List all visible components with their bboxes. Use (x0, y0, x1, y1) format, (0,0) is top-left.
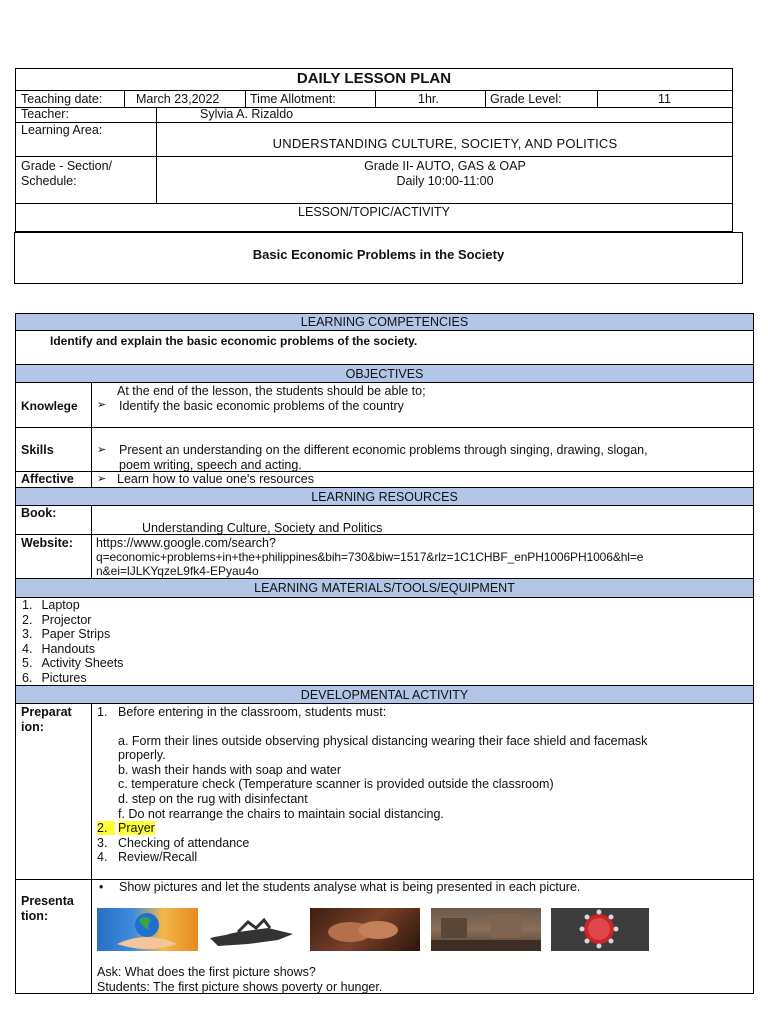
materials-list (22, 598, 322, 686)
affective-text: Learn how to value one's resources (117, 472, 314, 486)
teacher-value: Sylvia A. Rizaldo (200, 107, 294, 121)
divider (124, 90, 125, 107)
schedule-label: Schedule: (21, 174, 77, 188)
step-3: Checking of attendance (118, 836, 250, 850)
list-item: 2. Projector (22, 612, 92, 627)
teaching-date-label: Teaching date: (21, 92, 103, 106)
time-allotment-label: Time Allotment: (250, 92, 336, 106)
page-title: DAILY LESSON PLAN (296, 70, 452, 87)
divider (15, 122, 733, 123)
slum-picture (431, 908, 541, 951)
divider (15, 156, 733, 157)
book-label: Book: (21, 506, 57, 520)
poverty-hand-earth-picture (97, 908, 198, 951)
skills-label: Skills (21, 443, 54, 457)
divider (597, 90, 598, 107)
objectives-intro: At the end of the lesson, the students should be able to; (117, 384, 426, 398)
time-allotment-value: 1hr. (418, 92, 439, 106)
divider (375, 90, 376, 107)
crocodile-picture (208, 908, 295, 951)
learning-area-label: Learning Area: (21, 123, 103, 137)
step-number: 4. (97, 850, 108, 864)
step-2-prayer: Prayer (118, 821, 155, 835)
step-number: 3. (97, 836, 108, 850)
grade-section-value: Grade II- AUTO, GAS & OAP (364, 159, 526, 173)
skills-text-line1: Present an understanding on the different economic problems through singing, drawing, slogan, (119, 443, 648, 457)
divider (15, 107, 733, 108)
skills-text-line2: poem writing, speech and acting. (119, 458, 302, 472)
presentation-text: Show pictures and let the students analyse what is being presented in each picture. (119, 880, 581, 894)
rule-b: b. wash their hands with soap and water (118, 763, 342, 777)
competency-text: Identify and explain the basic economic problems of the society. (50, 334, 418, 348)
grade-level-value: 11 (658, 92, 671, 106)
list-item: 4. Handouts (22, 641, 95, 656)
ask-question: Ask: What does the first picture shows? (97, 965, 316, 979)
bullet-arrow: ➢ (97, 444, 107, 456)
presentation-label-cont: tion: (21, 909, 49, 923)
virus-picture (551, 908, 649, 951)
objectives-header: OBJECTIVES (16, 364, 753, 383)
rule-a-line1: a. Form their lines outside observing physical distancing wearing their face shield and facemask (118, 734, 648, 748)
website-url-line2: q=economic+problems+in+the+philippines&bih=730&biw=1517&rlz=1C1CHBF_enPH1006PH1006&hl=e (96, 550, 644, 564)
lesson-topic-label: LESSON/TOPIC/ACTIVITY (298, 205, 450, 219)
rule-c: c. temperature check (Temperature scanner is provided outside the classroom) (118, 777, 554, 791)
affective-label: Affective (21, 472, 74, 486)
developmental-activity-header: DEVELOPMENTAL ACTIVITY (16, 685, 753, 704)
student-answer: Students: The first picture shows poverty or hunger. (97, 980, 383, 994)
learning-area-value: UNDERSTANDING CULTURE, SOCIETY, AND POLITICS (272, 136, 618, 151)
teacher-label: Teacher: (21, 107, 69, 121)
grade-section-label: Grade - Section/ (21, 159, 113, 173)
rule-d: d. step on the rug with disinfectant (118, 792, 308, 806)
divider (91, 704, 92, 994)
divider (16, 427, 753, 428)
list-item: 6. Pictures (22, 670, 87, 685)
step-number: 2. (97, 821, 115, 835)
bullet: • (99, 880, 104, 894)
knowledge-text: Identify the basic economic problems of the country (119, 399, 404, 413)
website-url-line3: n&ei=lJLKYqzeL9fk4-EPyau4o (96, 564, 259, 578)
topic-title: Basic Economic Problems in the Society (252, 247, 505, 262)
bullet-arrow: ➢ (97, 399, 107, 411)
rule-f: f. Do not rearrange the chairs to maintain social distancing. (118, 807, 444, 821)
rule-a-line2: properly. (118, 748, 166, 762)
step-4: Review/Recall (118, 850, 198, 864)
preparation-label: Preparat (21, 705, 72, 719)
divider (485, 90, 486, 107)
divider (16, 534, 753, 535)
learning-materials-header: LEARNING MATERIALS/TOOLS/EQUIPMENT (16, 578, 753, 598)
hands-picture (310, 908, 420, 951)
teaching-date-value: March 23,2022 (136, 92, 220, 106)
website-label: Website: (21, 536, 73, 550)
list-item: 5. Activity Sheets (22, 656, 124, 670)
divider (91, 506, 92, 578)
learning-resources-header: LEARNING RESOURCES (16, 487, 753, 506)
step-1: Before entering in the classroom, students must: (118, 705, 387, 719)
divider (245, 90, 246, 107)
website-url-line1: https://www.google.com/search? (96, 536, 276, 550)
divider (15, 90, 733, 91)
divider (156, 107, 157, 203)
bullet-arrow: ➢ (97, 473, 107, 485)
list-item: 3. Paper Strips (22, 627, 111, 641)
book-title: Understanding Culture, Society and Politics (142, 521, 383, 535)
presentation-label: Presenta (21, 894, 74, 908)
grade-level-label: Grade Level: (490, 92, 562, 106)
schedule-value: Daily 10:00-11:00 (396, 174, 494, 188)
knowledge-label: Knowlege (21, 399, 78, 413)
preparation-label-cont: ion: (21, 720, 44, 734)
learning-competencies-header: LEARNING COMPETENCIES (16, 314, 753, 331)
list-item: 1. Laptop (22, 598, 80, 612)
step-number: 1. (97, 705, 108, 719)
divider (15, 203, 733, 204)
